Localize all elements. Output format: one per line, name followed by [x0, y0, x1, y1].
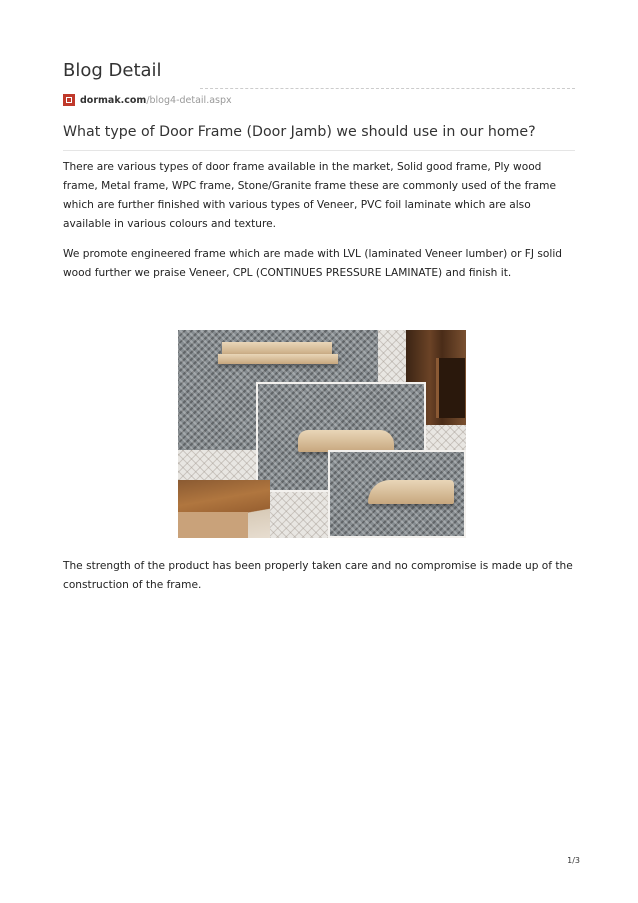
collage-photo-ogee-profile [328, 450, 466, 538]
ogee-profile-piece [368, 480, 454, 504]
collage-lace-strip [178, 450, 256, 480]
source-domain-link[interactable]: dormak.com [80, 94, 147, 106]
rounded-profile-piece [298, 430, 394, 452]
source-line [63, 92, 575, 108]
site-favicon-icon [63, 94, 75, 106]
article-heading: What type of Door Frame (Door Jamb) we should use in our home? [63, 124, 536, 140]
collage-photo-wood-jamb [178, 480, 270, 538]
page-number: 1/3 [567, 856, 580, 865]
header-divider [200, 88, 575, 89]
heading-divider [63, 150, 575, 151]
page-title: Blog Detail [63, 60, 162, 81]
collage-lace-bottom [270, 492, 328, 538]
paragraph-strength: The strength of the product has been properly taken care and no compromise is made up of the construction of the frame. [63, 560, 573, 591]
stepped-profile-bottom [218, 354, 338, 364]
source-path[interactable]: /blog4-detail.aspx [146, 94, 232, 106]
paragraph-intro: There are various types of door frame available in the market, Solid good frame, Ply wood frame, Metal frame, WPC frame, Stone/Granite frame these are commonly used of the frame which are further finished with various types of Veneer, PVC foil laminate which are also available in various colours and texture. [63, 161, 556, 230]
door-frame-collage-image [178, 330, 466, 538]
paragraph-engineered-frame: We promote engineered frame which are made with LVL (laminated Veneer lumber) or FJ solid wood further we praise Veneer, CPL (CONTINUES PRESSURE LAMINATE) and finish it. [63, 248, 563, 279]
